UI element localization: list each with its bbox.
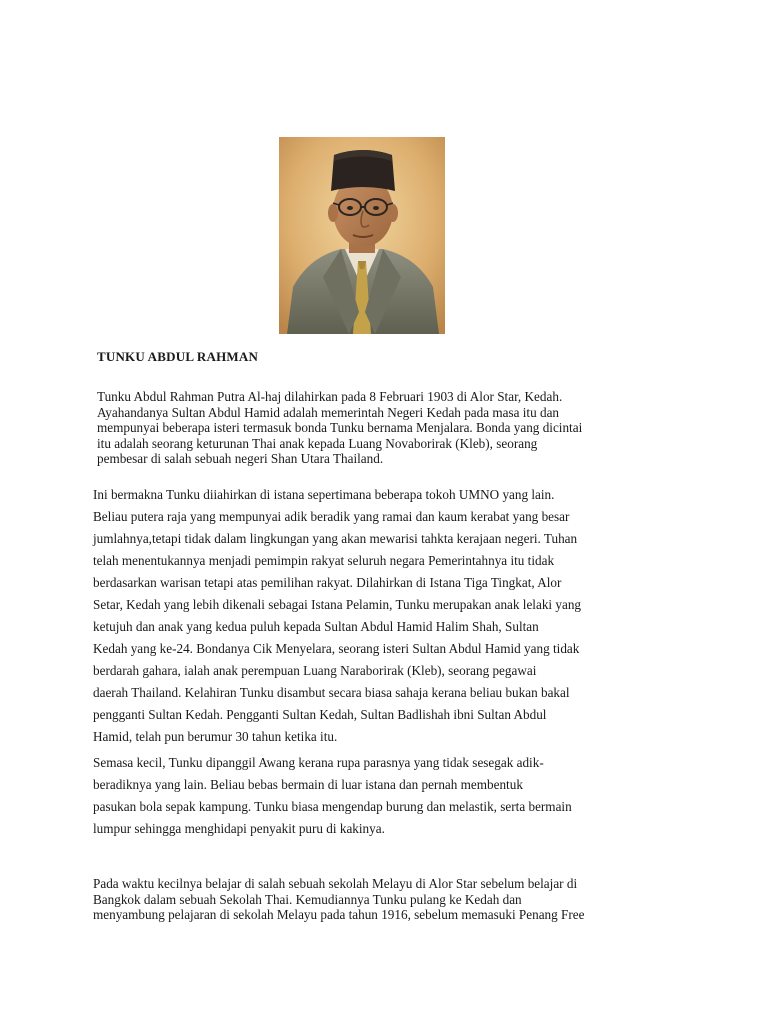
text-line: Hamid, telah pun berumur 30 tahun ketika itu.	[93, 729, 338, 744]
text-line: ketujuh dan anak yang kedua puluh kepada Sultan Abdul Hamid Halim Shah, Sultan	[93, 619, 539, 634]
paragraph-education	[93, 876, 683, 923]
text-line: Tunku Abdul Rahman Putra Al-haj dilahirkan pada 8 Februari 1903 di Alor Star, Kedah.	[97, 389, 563, 404]
text-line: Ini bermakna Tunku diiahirkan di istana sepertimana beberapa tokoh UMNO yang lain.	[93, 487, 555, 502]
text-line: Bangkok dalam sebuah Sekolah Thai. Kemudiannya Tunku pulang ke Kedah dan	[93, 891, 522, 907]
text-line: Beliau putera raja yang mempunyai adik beradik yang ramai dan kaum kerabat yang besar	[93, 509, 570, 524]
text-line: lumpur sehingga menghidapi penyakit puru di kakinya.	[93, 821, 385, 836]
text-line: Ayahandanya Sultan Abdul Hamid adalah memerintah Negeri Kedah pada masa itu dan	[97, 404, 560, 420]
text-line: pasukan bola sepak kampung. Tunku biasa mengendap burung dan melastik, serta bermain	[93, 799, 572, 814]
text-line: berdasarkan warisan tetapi atas pemilihan rakyat. Dilahirkan di Istana Tiga Tingkat, Alor	[93, 575, 562, 590]
portrait-illustration	[279, 137, 445, 334]
text-line: Semasa kecil, Tunku dipanggil Awang kerana rupa parasnya yang tidak sesegak adik-	[93, 755, 544, 770]
text-line: jumlahnya,tetapi tidak dalam lingkungan yang akan mewarisi tahkta kerajaan negeri. Tuhan	[93, 531, 578, 546]
text-line: beradiknya yang lain. Beliau bebas bermain di luar istana dan pernah membentuk	[93, 777, 523, 792]
text-line: Kedah yang ke-24. Bondanya Cik Menyelara, seorang isteri Sultan Abdul Hamid yang tidak	[93, 641, 580, 656]
text-line: pembesar di salah sebuah negeri Shan Utara Thailand.	[97, 451, 384, 466]
text-line: berdarah gahara, ialah anak perempuan Luang Naraborirak (Kleb), seorang pegawai	[93, 663, 537, 678]
portrait-image	[279, 137, 445, 334]
text-line: Pada waktu kecilnya belajar di salah sebuah sekolah Melayu di Alor Star sebelum belajar di	[93, 876, 578, 891]
intro-paragraph	[97, 389, 677, 467]
text-line: itu adalah seorang keturunan Thai anak kepada Luang Novaborirak (Kleb), seorang	[97, 435, 538, 451]
text-line: telah menentukannya menjadi pemimpin rakyat seluruh negara Pemerintahnya itu tidak	[93, 553, 555, 568]
text-line: menyambung pelajaran di sekolah Melayu pada tahun 1916, sebelum memasuki Penang Free	[93, 907, 585, 922]
document-title: TUNKU ABDUL RAHMAN	[97, 349, 259, 364]
text-line: pengganti Sultan Kedah. Pengganti Sultan Kedah, Sultan Badlishah ibni Sultan Abdul	[93, 707, 547, 722]
paragraph-childhood	[93, 752, 683, 840]
paragraph-birth	[93, 484, 683, 748]
text-line: daerah Thailand. Kelahiran Tunku disambut secara biasa sahaja kerana beliau bukan bakal	[93, 685, 570, 700]
text-line: mempunyai beberapa isteri termasuk bonda Tunku bernama Menjalara. Bonda yang dicintai	[97, 420, 583, 435]
text-line: Setar, Kedah yang lebih dikenali sebagai Istana Pelamin, Tunku merupakan anak lelaki yang	[93, 597, 582, 612]
